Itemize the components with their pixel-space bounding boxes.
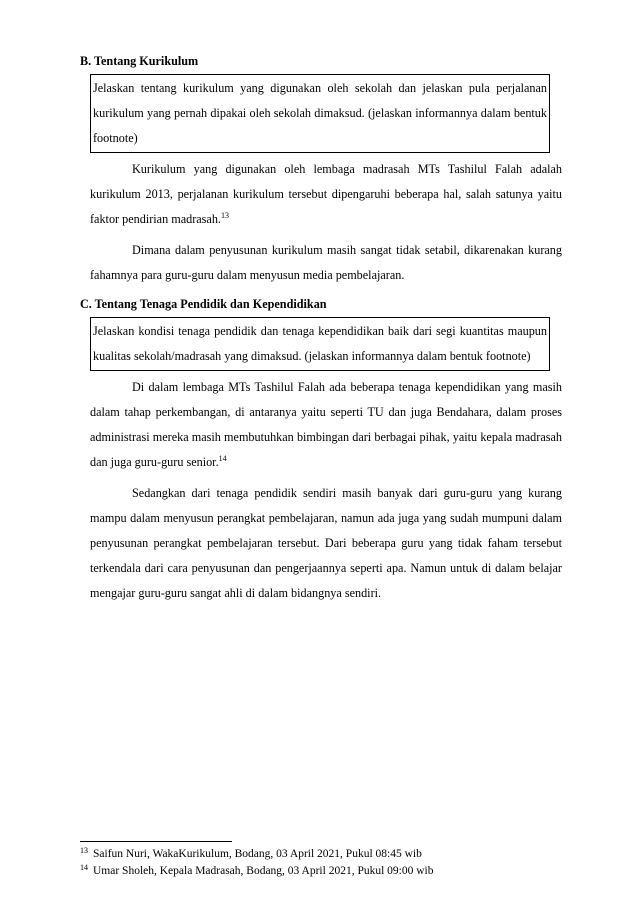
footnote-number: 14 <box>80 863 88 872</box>
section-c-paragraph-1 <box>90 375 562 475</box>
footnote-14 <box>80 863 580 880</box>
footnote-13 <box>80 846 580 863</box>
footnotes <box>80 846 580 880</box>
section-c-paragraph-2: Sedangkan dari tenaga pendidik sendiri masih banyak dari guru-guru yang kurang mampu dalam menyusun perangkat pembelajaran, namun ada juga yang sudah mumpuni dalam penyusunan perangkat pembelajaran tersebut. Dari beberapa guru yang tidak faham tersebut terkendala dari cara penyusunan dan pengerjaannya seperti apa. Namun untuk di dalam belajar mengajar guru-guru sangat ahli di dalam bidangnya sendiri. <box>90 486 562 600</box>
footnote-separator <box>80 841 232 842</box>
section-c-prompt-box: Jelaskan kondisi tenaga pendidik dan tenaga kependidikan baik dari segi kuantitas maupun kualitas sekolah/madrasah yang dimaksud. (jelaskan informannya dalam bentuk footnote) <box>90 317 550 371</box>
footnote-text: Saifun Nuri, WakaKurikulum, Bodang, 03 April 2021, Pukul 08:45 wib <box>93 848 422 860</box>
section-b-paragraph-1 <box>90 157 562 232</box>
section-b-heading: B. Tentang Kurikulum <box>80 54 199 68</box>
footnote-text: Umar Sholeh, Kepala Madrasah, Bodang, 03 April 2021, Pukul 09:00 wib <box>93 865 434 877</box>
section-b-prompt-box: Jelaskan tentang kurikulum yang digunakan oleh sekolah dan jelaskan pula perjalanan kurikulum yang pernah dipakai oleh sekolah dimaksud. (jelaskan informannya dalam bentuk footnote) <box>90 74 550 153</box>
footnote-ref-13: 13 <box>220 211 229 220</box>
footnote-number: 13 <box>80 846 88 855</box>
section-b-paragraph-2: Dimana dalam penyusunan kurikulum masih sangat tidak setabil, dikarenakan kurang fahamnya para guru-guru dalam menyusun media pembelajaran. <box>90 243 562 282</box>
body-content <box>80 51 562 606</box>
section-c-heading: C. Tentang Tenaga Pendidik dan Kependidikan <box>80 297 327 311</box>
section-c-paragraph-1-text: Di dalam lembaga MTs Tashilul Falah ada beberapa tenaga kependidikan yang masih dalam tahap perkembangan, di antaranya yaitu seperti TU dan juga Bendahara, dalam proses administrasi mereka masih membutuhkan bimbingan dari berbagai pihak, yaitu kepala madrasah dan juga guru-guru senior. <box>90 380 562 469</box>
footnote-ref-14: 14 <box>218 454 227 463</box>
section-b-paragraph-1-text: Kurikulum yang digunakan oleh lembaga madrasah MTs Tashilul Falah adalah kurikulum 2013, perjalanan kurikulum tersebut dipengaruhi beberapa hal, salah satunya yaitu faktor pendirian madrasah. <box>90 162 562 226</box>
